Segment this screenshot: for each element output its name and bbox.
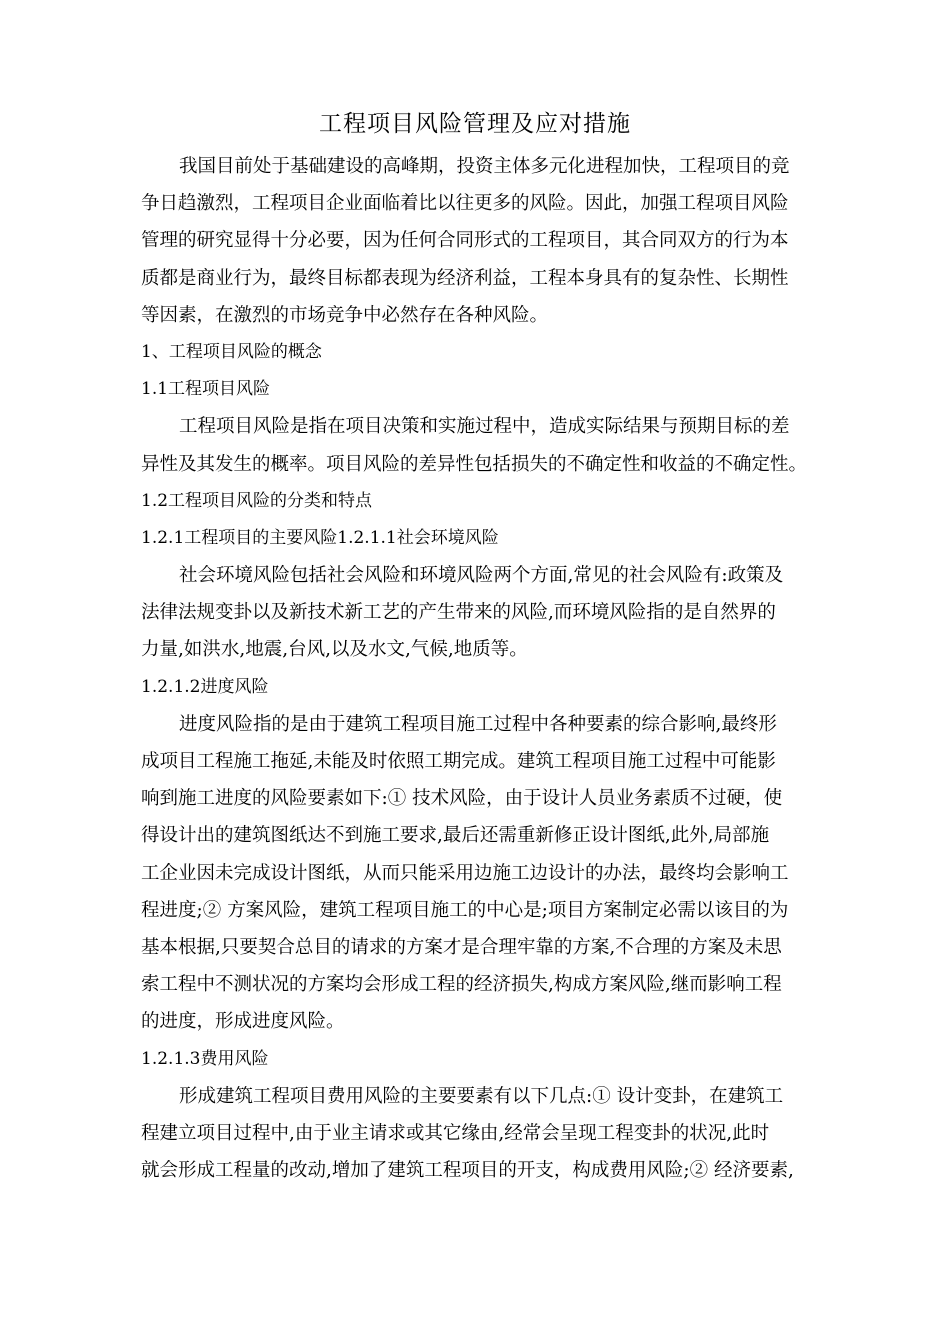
section-heading: 1、工程项目风险的概念 — [141, 341, 322, 362]
section-heading: 1.2工程项目风险的分类和特点 — [141, 490, 373, 511]
paragraph-line: 工程项目风险是指在项目决策和实施过程中，造成实际结果与预期目标的差 — [179, 416, 790, 438]
paragraph-line: 等因素，在激烈的市场竞争中必然存在各种风险。 — [141, 304, 549, 326]
paragraph-line: 质都是商业行为，最终目标都表现为经济利益，工程本身具有的复杂性、长期性 — [141, 267, 789, 289]
paragraph-line: 社会环境风险包括社会风险和环境风险两个方面,常见的社会风险有:政策及 — [179, 565, 784, 587]
paragraph-line: 得设计出的建筑图纸达不到施工要求,最后还需重新修正设计图纸,此外,局部施 — [141, 825, 770, 847]
paragraph-line: 就会形成工程量的改动,增加了建筑工程项目的开支，构成费用风险;② 经济要素, — [141, 1160, 794, 1182]
paragraph-line: 程进度;② 方案风险，建筑工程项目施工的中心是;项目方案制定必需以该目的为 — [141, 899, 789, 921]
paragraph-line: 工企业因未完成设计图纸，从而只能采用边施工边设计的办法，最终均会影响工 — [141, 862, 789, 884]
paragraph-line: 基本根据,只要契合总目的请求的方案才是合理牢靠的方案,不合理的方案及未思 — [141, 936, 782, 958]
paragraph-line: 异性及其发生的概率。项目风险的差异性包括损失的不确定性和收益的不确定性。 — [141, 453, 808, 475]
paragraph-line: 法律法规变卦以及新技术新工艺的产生带来的风险,而环境风险指的是自然界的 — [141, 602, 776, 624]
paragraph-line: 的进度，形成进度风险。 — [141, 1011, 345, 1033]
document-title: 工程项目风险管理及应对措施 — [319, 111, 631, 137]
section-heading: 1.2.1.3费用风险 — [141, 1048, 269, 1069]
section-heading: 1.2.1工程项目的主要风险1.2.1.1社会环境风险 — [141, 527, 499, 548]
paragraph-line: 管理的研究显得十分必要，因为任何合同形式的工程项目，其合同双方的行为本 — [141, 230, 789, 252]
paragraph-line: 争日趋激烈，工程项目企业面临着比以往更多的风险。因此，加强工程项目风险 — [141, 193, 789, 215]
paragraph-line: 我国目前处于基础建设的高峰期，投资主体多元化进程加快，工程项目的竞 — [179, 156, 790, 177]
paragraph-line: 力量,如洪水,地震,台风,以及水文,气候,地质等。 — [141, 639, 528, 661]
document-body — [141, 148, 821, 1189]
paragraph-line: 响到施工进度的风险要素如下:① 技术风险，由于设计人员业务素质不过硬，使 — [141, 788, 783, 810]
paragraph-line: 进度风险指的是由于建筑工程项目施工过程中各种要素的综合影响,最终形 — [179, 713, 777, 735]
paragraph-line: 程建立项目过程中,由于业主请求或其它缘由,经常会呈现工程变卦的状况,此时 — [141, 1122, 770, 1144]
paragraph-line: 形成建筑工程项目费用风险的主要要素有以下几点:① 设计变卦，在建筑工 — [179, 1085, 784, 1107]
section-heading: 1.2.1.2进度风险 — [141, 676, 269, 697]
section-heading: 1.1工程项目风险 — [141, 379, 271, 400]
paragraph-line: 索工程中不测状况的方案均会形成工程的经济损失,构成方案风险,继而影响工程 — [141, 974, 782, 996]
paragraph-line: 成项目工程施工拖延,未能及时依照工期完成。建筑工程项目施工过程中可能影 — [141, 751, 776, 772]
